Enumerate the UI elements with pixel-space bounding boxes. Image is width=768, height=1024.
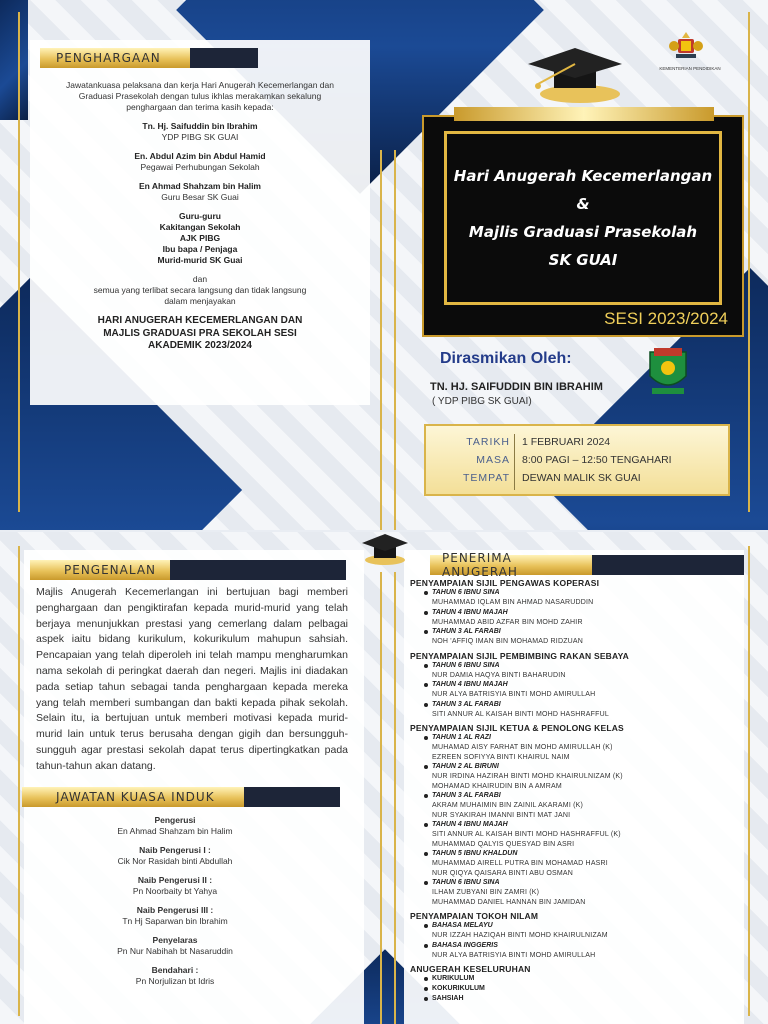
award-category: KOKURIKULUM <box>432 984 740 994</box>
person-role: YDP PIBG SK GUAI <box>161 132 239 142</box>
award-category: KURIKULUM <box>432 974 740 984</box>
graduation-cap-icon <box>520 44 630 114</box>
award-heading: PENYAMPAIAN SIJIL KETUA & PENOLONG KELAS <box>410 723 624 733</box>
tarikh-value: 1 FEBRUARI 2024 <box>522 436 611 448</box>
ajk-name: Pn Nur Nabihah bt Nasaruddin <box>117 945 233 956</box>
tempat-label: TEMPAT <box>462 472 510 484</box>
award-name: MUHAMMAD ABID AZFAR BIN MOHD ZAHIR <box>432 618 583 626</box>
award-name: MOHAMAD KHAIRUDIN BIN A AMRAM <box>432 782 562 790</box>
sesi-label: SESI 2023/2024 <box>604 309 728 328</box>
penerima-title: PENERIMA ANUGERAH <box>430 555 592 575</box>
dan-text: dan <box>192 274 208 284</box>
banner-line4: SK GUAI <box>548 251 618 269</box>
award-name: NUR IZZAH HAZIQAH BINTI MOHD KHAIRULNIZAM <box>432 932 608 939</box>
ajk-role: Naib Pengerusi II : <box>137 875 213 885</box>
group-item: AJK PIBG <box>179 233 221 243</box>
ajk-role: Penyelaras <box>152 935 198 945</box>
ajk-name: En Ahmad Shahzam bin Halim <box>117 825 233 836</box>
award-category: SAHSIAH <box>432 994 740 1004</box>
award-name: MUHAMMAD QALYIS QUESYAD BIN ASRI <box>432 840 575 848</box>
group-item: Guru-guru <box>178 211 222 221</box>
award-class: TAHUN 4 IBNU MAJAH <box>432 608 740 618</box>
penghargaan-intro: Jawatankuasa pelaksana dan kerja Hari Anugerah Kecemerlangan dan Graduasi Prasekolah dengan tulus ikhlas merakamkan sekalung penghargaan dan terima kasih kepada: <box>66 80 334 112</box>
ajk-role: Naib Pengerusi I : <box>139 845 211 855</box>
award-name: NUR IRDINA HAZIRAH BINTI MOHD KHAIRULNIZAM (K) <box>432 773 623 780</box>
pengenalan-ribbon <box>30 560 346 580</box>
person-role: Pegawai Perhubungan Sekolah <box>140 162 260 172</box>
award-name: MUHAMMAD IQLAM BIN AHMAD NASARUDDIN <box>432 599 594 606</box>
award-heading: PENYAMPAIAN SIJIL PEMBIMBING RAKAN SEBAYA <box>410 650 630 661</box>
award-class: BAHASA MELAYU <box>432 921 740 931</box>
award-heading: PENYAMPAIAN TOKOH NILAM <box>410 911 539 921</box>
award-class: TAHUN 3 AL FARABI <box>432 791 740 801</box>
ajk-name: Pn Norjulizan bt Idris <box>135 975 215 986</box>
group-item: Kakitangan Sekolah <box>159 222 241 232</box>
jawatankuasa-ribbon <box>22 787 340 807</box>
award-class: TAHUN 6 IBNU SINA <box>432 588 740 598</box>
pengenalan-text: Majlis Anugerah Kecemerlangan ini bertujuan bagi memberi penghargaan dan pengiktirafan kepada murid-murid yang telah berjaya menunjukkan prestasi yang cemerlang dalam pelbagai aspek iaitu bidang kurikulum, kokurikulum mahupun sahsiah. Pencapaian yang telah diperoleh ini telah mampu mengharumkan nama sekolah di peringkat daerah dan negeri. Majlis ini diadakan pada setiap tahun sebagai tanda penghargaan kepada mereka yang telah memberi sumbangan dan bakti kepada pihak sekolah. Selain itu, ia bertujuan untuk memberi motivasi kepada murid-murid lain untuk terus berusaha dengan gigih dan bersungguh-sungguh agar prestasi sekolah dapat terus dipertingkatkan pada tahun-tahun akan datang. <box>36 586 348 772</box>
masa-value: 8:00 PAGI – 12:50 TENGAHARI <box>522 454 672 466</box>
dirasmikan-label: Dirasmikan Oleh: <box>440 350 572 367</box>
ministry-caption: KEMENTERIAN PENDIDIKAN <box>659 66 721 71</box>
graduation-cap-small-icon <box>358 532 412 568</box>
penghargaan-ribbon <box>40 48 258 68</box>
event-line: MAJLIS GRADUASI PRA SEKOLAH SESI <box>103 327 297 339</box>
banner-line3: Majlis Graduasi Prasekolah <box>468 223 698 241</box>
award-class: TAHUN 2 AL BIRUNI <box>432 762 740 772</box>
award-class: TAHUN 4 IBNU MAJAH <box>432 820 740 830</box>
award-name: NUR QIQYA QAISARA BINTI ABU OSMAN <box>432 869 574 877</box>
ajk-role: Pengerusi <box>154 815 196 825</box>
award-name: MUHAMMAD DANIEL HANNAN BIN JAMIDAN <box>432 898 586 906</box>
award-class: BAHASA INGGERIS <box>432 941 740 951</box>
closing-line: dalam menjayakan <box>164 296 236 306</box>
award-class: TAHUN 3 AL FARABI <box>432 627 740 637</box>
event-info-box <box>424 424 730 496</box>
award-heading: ANUGERAH KESELURUHAN <box>410 964 531 974</box>
award-name: NUR SYAKIRAH IMANNI BINTI MAT JANI <box>432 811 571 819</box>
award-class: TAHUN 1 AL RAZI <box>432 733 740 743</box>
award-name: NOH 'AFFIQ IMAN BIN MOHAMAD RIDZUAN <box>432 638 584 645</box>
ajk-role: Naib Pengerusi III : <box>136 905 214 915</box>
award-name: NUR ALYA BATRISYIA BINTI MOHD AMIRULLAH <box>432 691 596 698</box>
school-crest-logo <box>646 346 690 398</box>
person-name: Tn. Hj. Saifuddin bin Ibrahim <box>142 121 258 131</box>
closing-line: semua yang terlibat secara langsung dan tidak langsung <box>93 285 307 295</box>
award-name: MUHAMMAD AIRELL PUTRA BIN MOHAMAD HASRI <box>432 860 608 867</box>
person-role: Guru Besar SK Guai <box>161 192 239 202</box>
penghargaan-body <box>60 80 340 353</box>
award-name: ILHAM ZUBYANI BIN ZAMRI (K) <box>432 889 540 896</box>
tempat-value: DEWAN MALIK SK GUAI <box>522 472 641 484</box>
title-banner <box>422 115 744 337</box>
penghargaan-title: PENGHARGAAN <box>40 48 190 68</box>
jata-negara-logo <box>668 30 704 62</box>
ajk-name: Cik Nor Rasidah binti Abdullah <box>117 855 233 866</box>
jawatankuasa-title: JAWATAN KUASA INDUK <box>22 787 244 807</box>
award-name: SITI ANNUR AL KAISAH BINTI MOHD HASHRAFFUL (K) <box>432 831 621 838</box>
awards-list <box>410 578 740 1004</box>
award-class: TAHUN 6 IBNU SINA <box>432 878 740 888</box>
ajk-name: Pn Noorbaity bt Yahya <box>132 885 218 896</box>
tarikh-label: TARIKH <box>466 436 510 448</box>
group-item: Murid-murid SK Guai <box>157 255 243 265</box>
group-item: Ibu bapa / Penjaga <box>162 244 238 254</box>
banner-frame <box>444 131 722 305</box>
award-name: SITI ANNUR AL KAISAH BINTI MOHD HASHRAFFUL <box>432 710 609 718</box>
jawatankuasa-list <box>40 815 310 986</box>
event-line: HARI ANUGERAH KECEMERLANGAN DAN <box>97 315 303 326</box>
officiator-name: TN. HJ. SAIFUDDIN BIN IBRAHIM <box>430 381 603 393</box>
award-name: AKRAM MUHAIMIN BIN ZAINIL AKARAMI (K) <box>432 802 584 809</box>
officiator-role: ( YDP PIBG SK GUAI) <box>432 396 532 407</box>
award-class: TAHUN 4 IBNU MAJAH <box>432 680 740 690</box>
person-name: En Ahmad Shahzam bin Halim <box>138 181 261 191</box>
award-name: MUHAMAD AISY FARHAT BIN MOHD AMIRULLAH (K) <box>432 744 613 751</box>
navy-strip-left <box>0 0 28 120</box>
penerima-ribbon <box>430 551 744 579</box>
banner-line1: Hari Anugerah Kecemerlangan <box>453 167 713 185</box>
award-class: TAHUN 3 AL FARABI <box>432 700 740 710</box>
award-name: NUR DAMIA HAQYA BINTI BAHARUDIN <box>432 671 566 679</box>
award-class: TAHUN 5 IBNU KHALDUN <box>432 849 740 859</box>
award-name: EZREEN SOFIYYA BINTI KHAIRUL NAIM <box>432 753 570 761</box>
masa-label: MASA <box>476 454 510 466</box>
ajk-name: Tn Hj Saparwan bin Ibrahim <box>122 915 228 926</box>
person-name: En. Abdul Azim bin Abdul Hamid <box>134 151 266 161</box>
award-class: TAHUN 6 IBNU SINA <box>432 661 740 671</box>
award-name: NUR ALYA BATRISYIA BINTI MOHD AMIRULLAH <box>432 951 596 959</box>
event-line: AKADEMIK 2023/2024 <box>148 340 252 351</box>
banner-line2: & <box>576 195 590 213</box>
award-heading: PENYAMPAIAN SIJIL PENGAWAS KOPERASI <box>410 578 600 588</box>
ajk-role: Bendahari : <box>151 965 199 975</box>
pengenalan-title: PENGENALAN <box>30 560 170 580</box>
